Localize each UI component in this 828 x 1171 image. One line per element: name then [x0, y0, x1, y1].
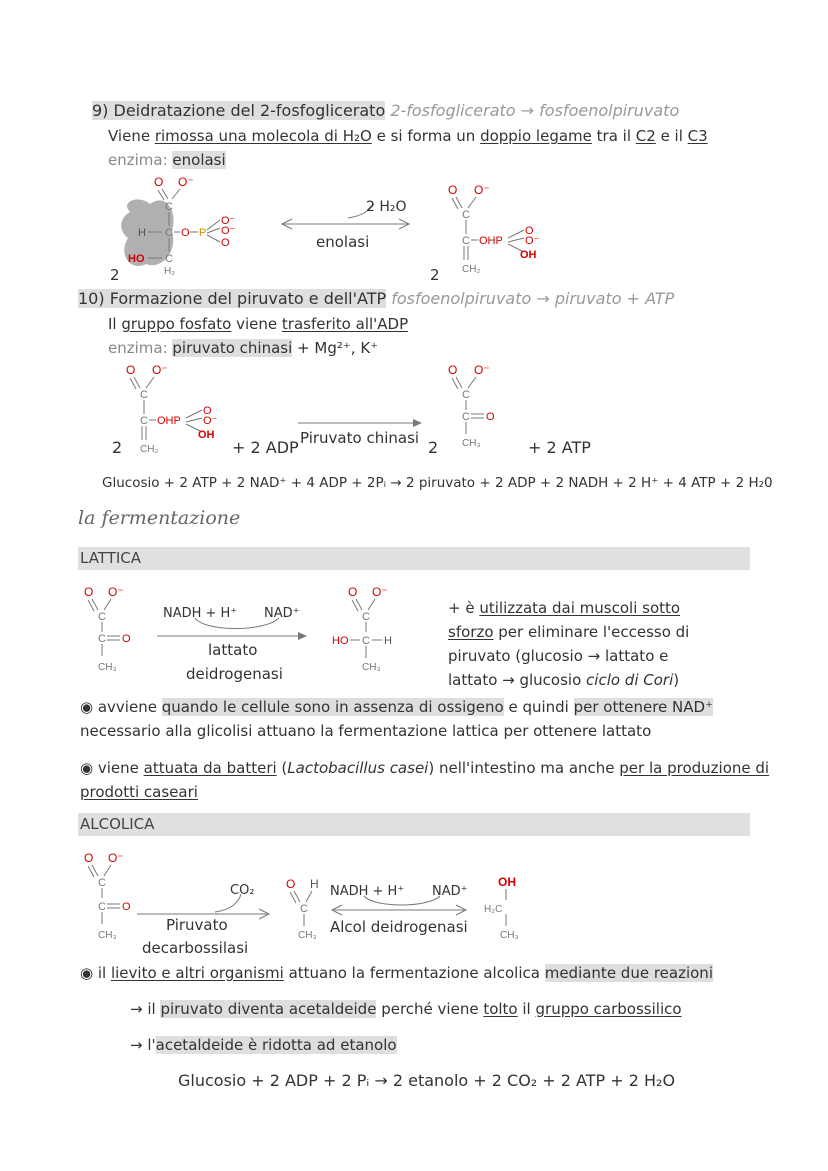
atom: O⁻ — [108, 851, 124, 865]
alcolica-band — [78, 813, 750, 836]
text: e il — [655, 127, 688, 145]
text: lattato → glucosio — [448, 671, 587, 689]
fermentation-title: la fermentazione — [78, 507, 241, 529]
bond — [468, 377, 476, 388]
lattica-bullet-2 — [80, 758, 769, 778]
text: e quindi — [503, 698, 574, 716]
plus-atp: + 2 ATP — [528, 438, 591, 457]
text: viene — [231, 315, 282, 333]
text: + è — [448, 599, 480, 617]
lattica-nad: NAD⁺ — [264, 606, 300, 621]
enzyme-name: enolasi — [172, 151, 226, 169]
piruvato-chinasi-label: Piruvato chinasi — [300, 429, 420, 447]
bond — [368, 599, 375, 610]
text: attuano la fermentazione alcolica — [283, 964, 545, 982]
text: ciclo di Cori — [586, 671, 674, 689]
atom: H — [138, 227, 146, 239]
atom: O⁻ — [108, 585, 124, 599]
text: utilizzata dai muscoli sotto — [479, 599, 681, 617]
text: → l' — [130, 1036, 156, 1054]
step10-subtitle: fosfoenolpiruvato → piruvato + ATP — [391, 289, 675, 308]
text: per la produzione di — [619, 759, 770, 777]
text: ) nell'intestino ma anche — [428, 759, 620, 777]
alcolica-step-2 — [130, 1035, 397, 1055]
text: Il — [108, 315, 122, 333]
molecule-2-phosphoglycerate — [108, 172, 268, 282]
atom: O — [154, 175, 164, 189]
atom: CH₃ — [98, 662, 117, 673]
atom: O — [348, 585, 358, 599]
step10-enzyme-line — [108, 338, 378, 358]
lattica-note-1 — [448, 598, 680, 618]
enzyme-label: enzima: — [108, 151, 173, 169]
text: attuata da batteri — [143, 759, 277, 777]
atom: C — [362, 635, 370, 647]
text: piruvato diventa acetaldeide — [160, 1000, 377, 1018]
enzyme-label: enzima: — [108, 339, 173, 357]
alcolica-step-1 — [130, 999, 682, 1019]
molecule-lactate — [330, 582, 410, 682]
atom: CH₃ — [362, 662, 381, 673]
atom: H — [384, 635, 392, 647]
atom: C — [98, 611, 106, 623]
atom: OHP — [157, 415, 181, 427]
text: → il — [130, 1000, 161, 1018]
atom: O — [486, 411, 495, 423]
arrowhead — [413, 419, 422, 427]
bond — [186, 418, 202, 422]
atom: O — [221, 237, 230, 249]
text: rimossa una molecola di H₂O — [154, 127, 372, 145]
lattato-label: lattato — [208, 641, 258, 659]
atom: OH — [498, 875, 516, 889]
atom: CH₃ — [98, 930, 117, 941]
alcol-deidrogenasi-label: Alcol deidrogenasi — [330, 918, 468, 936]
step9-heading-line — [92, 101, 679, 121]
atom: O — [122, 633, 131, 645]
atom: OHP — [479, 235, 503, 247]
text: ( — [276, 759, 288, 777]
text: lievito e altri organismi — [110, 964, 284, 982]
atom: O — [126, 363, 136, 377]
atom: C — [462, 235, 470, 247]
molecule-phosphoenolpyruvate — [440, 180, 550, 280]
bond — [104, 599, 111, 610]
atom: CH₂ — [462, 264, 481, 275]
atom: O⁻ — [221, 215, 236, 227]
alcolica-bullet — [80, 963, 713, 983]
atom: O — [448, 363, 458, 377]
text: ) — [673, 671, 680, 689]
alcolica-equation: Glucosio + 2 ADP + 2 Pᵢ → 2 etanolo + 2 CO₂ + 2 ATP + 2 H₂O — [178, 1071, 676, 1090]
atom: O — [525, 225, 534, 237]
plus-adp: + 2 ADP — [232, 438, 299, 457]
atom: O⁻ — [525, 235, 540, 247]
curved-arrow — [195, 618, 279, 629]
curved-arrow — [215, 894, 241, 912]
atom: O — [122, 901, 131, 913]
section-label: ALCOLICA — [80, 815, 155, 833]
piruvato-chinasi-arrow — [296, 416, 426, 430]
lattica-bullet-1 — [80, 697, 713, 717]
atom: O⁻ — [221, 225, 236, 237]
step9-description — [108, 126, 708, 146]
step9-coef-left: 2 — [110, 266, 120, 284]
step10-description — [108, 314, 408, 334]
molecule-phosphoenolpyruvate-2 — [118, 360, 228, 460]
atom: O — [203, 405, 212, 417]
text: C3 — [687, 127, 708, 145]
atom: C — [140, 415, 148, 427]
atom: O⁻ — [203, 415, 218, 427]
atom: O — [181, 227, 190, 239]
atom: C — [98, 633, 106, 645]
text: doppio legame — [480, 127, 592, 145]
bond — [172, 189, 180, 199]
glycolysis-equation: Glucosio + 2 ATP + 2 NAD⁺ + 4 ADP + 2Pᵢ → 2 piruvato + 2 ADP + 2 NADH + 2 H⁺ + 4 ATP + 2 H₂0 — [102, 475, 773, 491]
text: prodotti caseari — [80, 783, 198, 801]
lattica-note-4 — [448, 670, 679, 690]
arrowhead — [298, 632, 307, 640]
atom: P — [199, 227, 207, 239]
atom: C — [98, 877, 106, 889]
text: gruppo fosfato — [121, 315, 232, 333]
bond — [146, 377, 154, 388]
molecule-acetaldehyde — [282, 874, 332, 949]
lattica-bullet-2-cont — [80, 782, 198, 802]
alcolica-nadh: NADH + H⁺ — [330, 884, 405, 899]
text: tolto — [483, 1000, 518, 1018]
atom: OH — [198, 429, 215, 441]
atom: CH₃ — [462, 438, 481, 449]
molecule-pyruvate — [440, 360, 520, 460]
co2-label: CO₂ — [230, 883, 255, 898]
atom: CH₃ — [298, 930, 317, 941]
atom: O⁻ — [372, 585, 388, 599]
decarbossilasi-label: decarbossilasi — [142, 939, 249, 957]
atom: CH₃ — [500, 930, 519, 941]
atom: C — [98, 901, 106, 913]
atom: C — [462, 389, 470, 401]
atom: CH₂ — [140, 444, 159, 455]
step10-coef-right: 2 — [428, 438, 439, 457]
text: gruppo carbossilico — [535, 1000, 682, 1018]
atom: H₂ — [164, 266, 176, 277]
bond — [306, 891, 312, 902]
text: perché viene — [376, 1000, 484, 1018]
text: C2 — [635, 127, 656, 145]
bond — [508, 238, 524, 242]
curved-arrow — [364, 896, 440, 905]
section-label: LATTICA — [80, 549, 142, 567]
atom: H — [310, 877, 319, 891]
text: tra il — [591, 127, 636, 145]
bond — [508, 230, 524, 238]
cofactors: + Mg²⁺, K⁺ — [292, 339, 379, 357]
atom: O — [448, 183, 458, 197]
atom: C — [362, 611, 370, 623]
lattica-note-2 — [448, 622, 689, 642]
atom: HO — [332, 635, 349, 647]
atom: C — [165, 227, 173, 239]
step9-enzyme-line — [108, 150, 226, 170]
step10-coef-left: 2 — [112, 438, 123, 457]
atom: C — [140, 389, 148, 401]
atom: C — [462, 209, 470, 221]
text: ◉ avviene — [80, 698, 162, 716]
text: mediante due reazioni — [544, 964, 713, 982]
bond — [186, 410, 202, 418]
lattica-nadh: NADH + H⁺ — [163, 606, 238, 621]
atom: HO — [128, 253, 145, 265]
alcolica-nad: NAD⁺ — [432, 884, 468, 899]
alcol-deidrogenasi-arrow — [328, 894, 468, 916]
step9-heading: 9) Deidratazione del 2-fosfoglicerato — [92, 101, 386, 120]
atom: OH — [520, 249, 537, 261]
piruvato-label: Piruvato — [166, 916, 228, 934]
text: il — [517, 1000, 536, 1018]
atom: C — [300, 903, 308, 915]
atom: O⁻ — [474, 183, 490, 197]
bond — [207, 235, 220, 242]
text: e si forma un — [371, 127, 481, 145]
lattica-band — [78, 547, 750, 570]
text: Viene — [108, 127, 155, 145]
water-label: 2 H₂O — [366, 199, 407, 215]
atom: O — [286, 877, 296, 891]
text: quando le cellule sono in assenza di ossigeno — [161, 698, 504, 716]
step9-coef-right: 2 — [430, 266, 440, 284]
deidrogenasi-label: deidrogenasi — [186, 665, 283, 683]
molecule-ethanol — [480, 872, 540, 947]
atom: O⁻ — [152, 363, 168, 377]
text: trasferito all'ADP — [281, 315, 409, 333]
atom: C — [165, 201, 173, 213]
atom: C — [462, 411, 470, 423]
enzyme-name: piruvato chinasi — [172, 339, 293, 357]
text: acetaldeide è ridotta ad etanolo — [155, 1036, 397, 1054]
text: ◉ viene — [80, 759, 144, 777]
atom: C — [165, 253, 173, 265]
text: sforzo — [448, 623, 494, 641]
atom: O — [84, 851, 94, 865]
atom: O⁻ — [474, 363, 490, 377]
molecule-pyruvate-lattica — [80, 582, 160, 682]
bond — [104, 865, 111, 876]
step10-heading: 10) Formazione del piruvato e dell'ATP — [78, 289, 387, 308]
atom: H₂C — [484, 904, 503, 915]
text: ◉ il — [80, 964, 111, 982]
bond — [468, 197, 476, 208]
text: per eliminare l'eccesso di — [493, 623, 690, 641]
lattica-bullet-1-cont: necessario alla glicolisi attuano la fermentazione lattica per ottenere lattato — [80, 722, 652, 740]
step10-heading-line — [78, 289, 674, 309]
text: per ottenere NAD⁺ — [573, 698, 713, 716]
atom: O — [84, 585, 94, 599]
lattica-note-3: piruvato (glucosio → lattato e — [448, 647, 669, 665]
atom: O⁻ — [178, 175, 194, 189]
step9-subtitle: 2-fosfoglicerato → fosfoenolpiruvato — [390, 101, 680, 120]
enolasi-label: enolasi — [316, 233, 370, 251]
text: Lactobacillus casei — [287, 759, 429, 777]
